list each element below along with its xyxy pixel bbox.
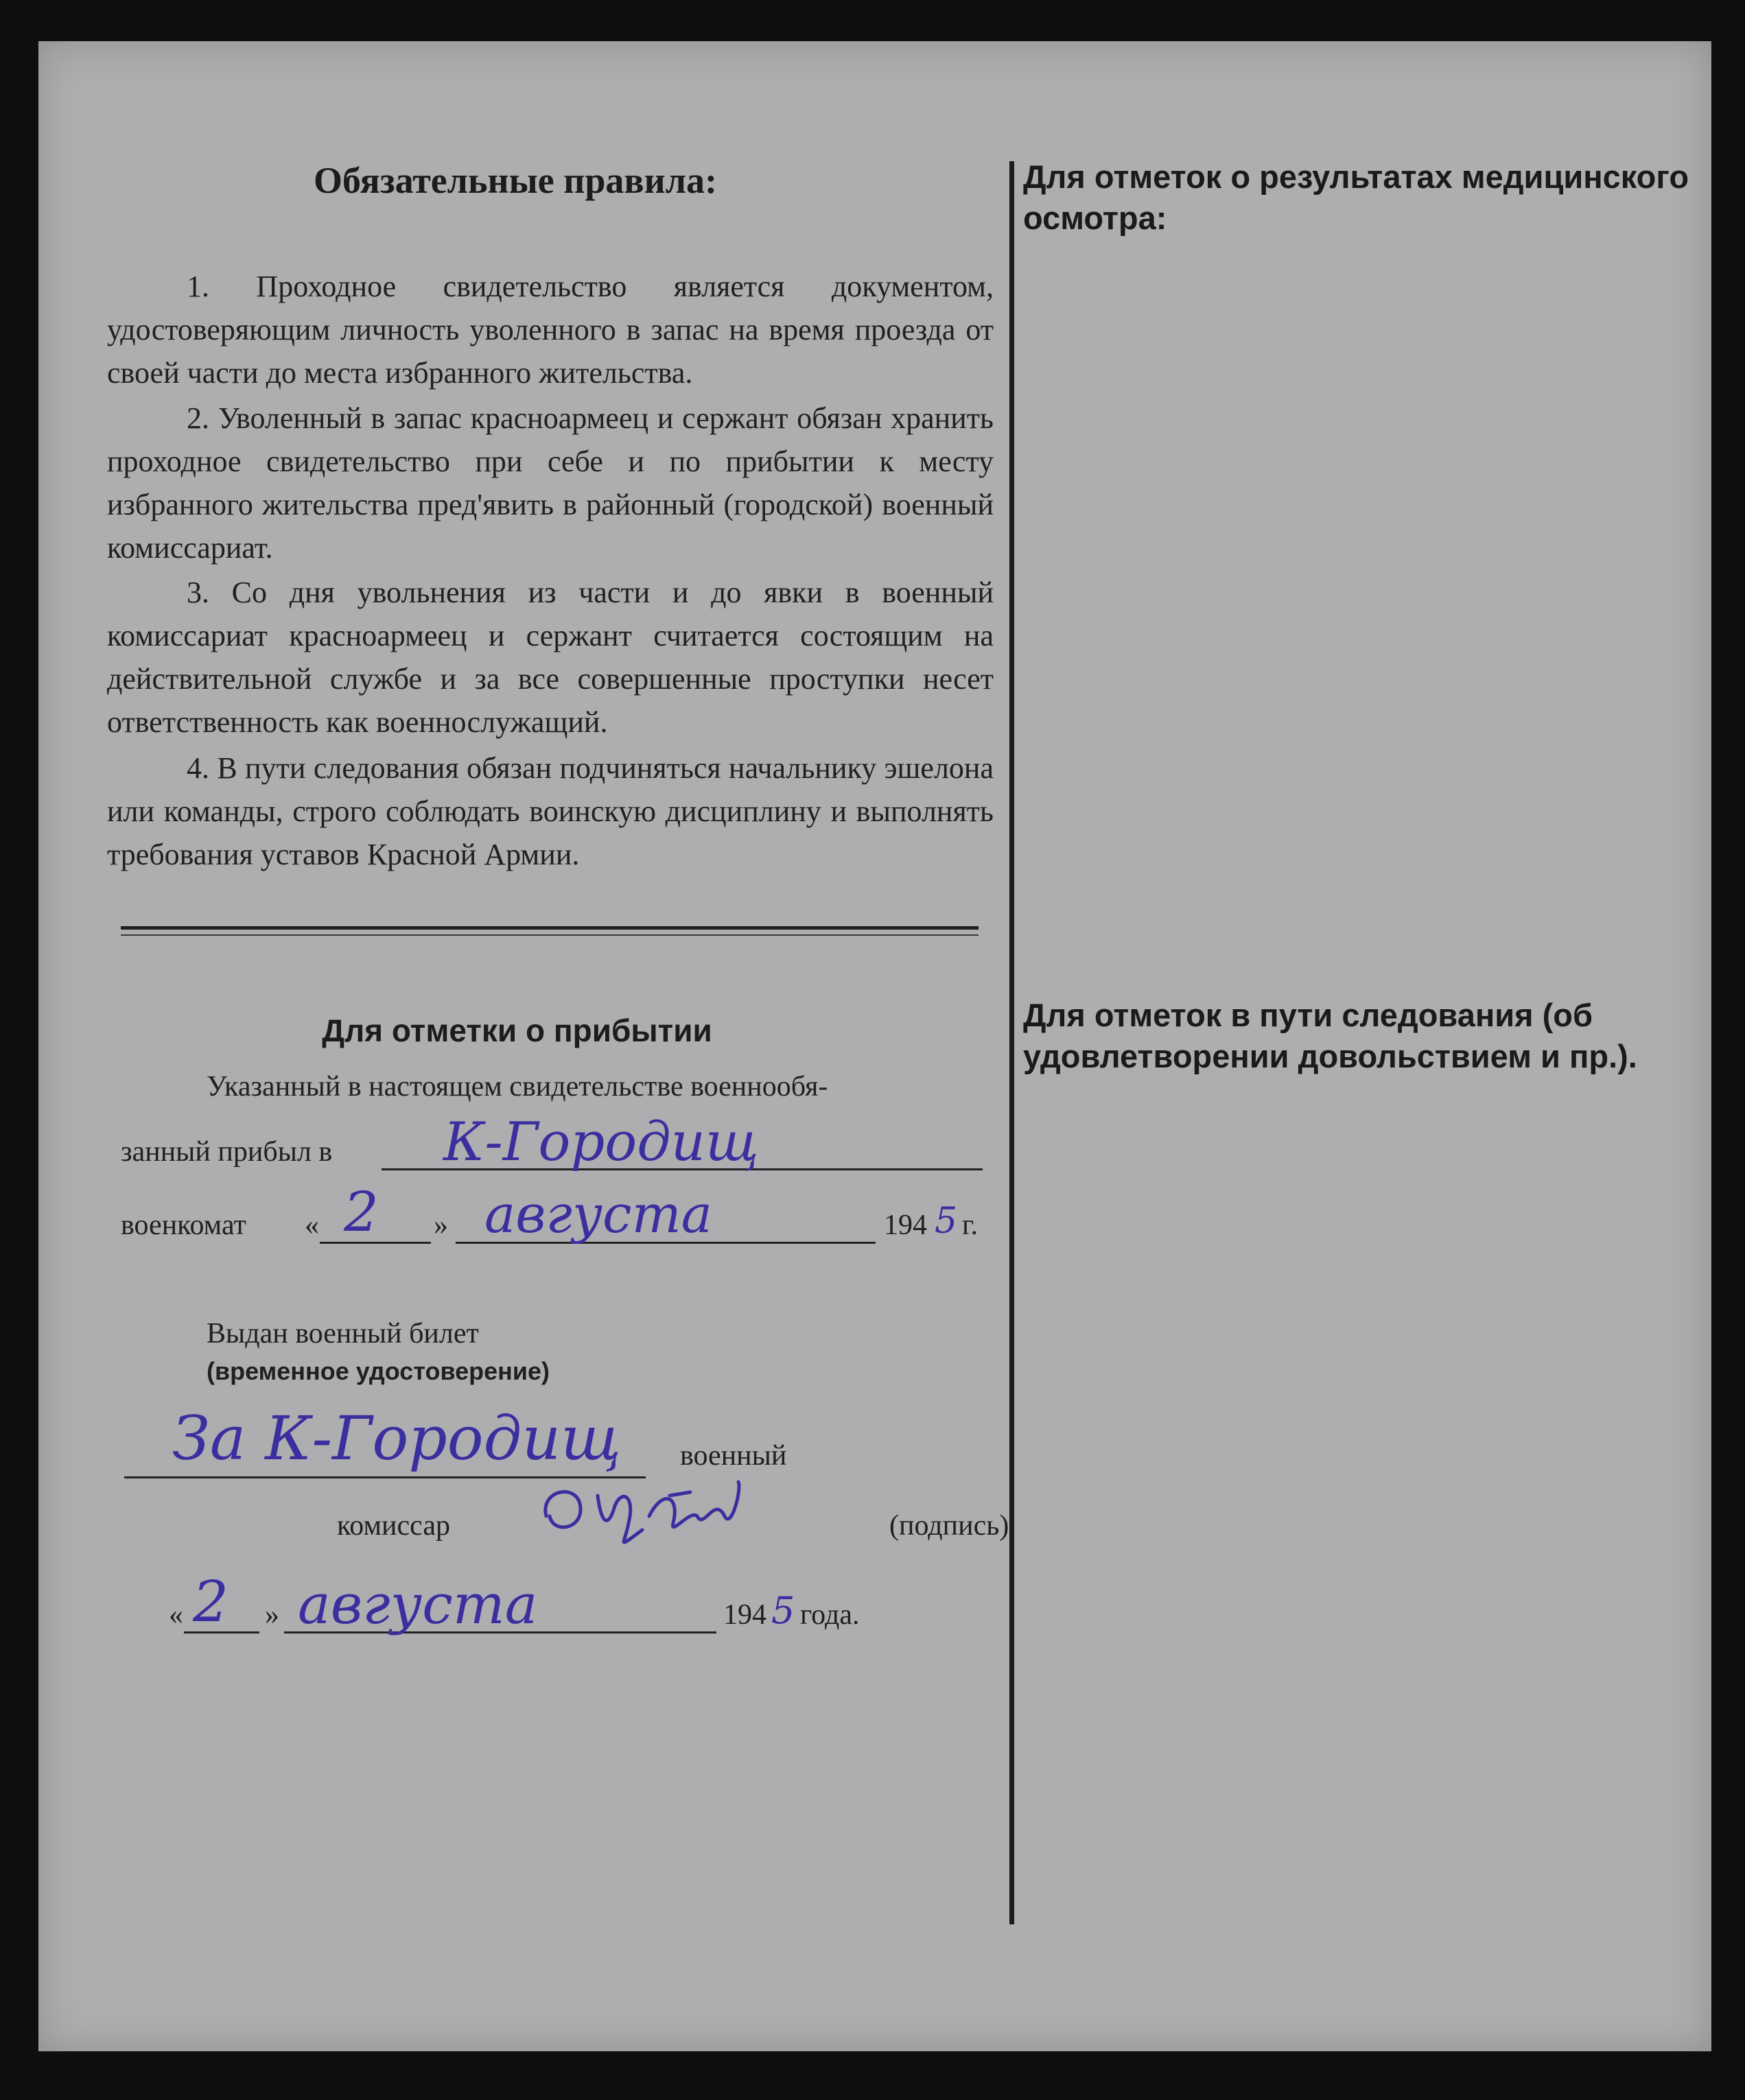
rule-1: 1. Проходное свидетельство является документом, удостоверяющим личность уволенного в запас на время проезда от своей части до места избранного жительства. [107, 270, 994, 390]
year-suffix-1: г. [962, 1210, 978, 1241]
section-divider-thin [121, 934, 979, 936]
column-divider [1009, 161, 1014, 1924]
voenkomat-label: военкомат [121, 1210, 246, 1241]
commissar-place-handwritten: За К-Городищ [172, 1403, 622, 1474]
quote-open-2: « [169, 1599, 183, 1631]
signature-label: (подпись) [889, 1510, 1009, 1542]
quote-close-2: » [265, 1599, 279, 1631]
medical-exam-heading: Для отметок о результатах медицинского осмотра: [1023, 158, 1689, 236]
arrived-at-label: занный прибыл в [121, 1136, 333, 1168]
year-digit-handwritten-2: 5 [771, 1589, 795, 1632]
year-prefix-2: 194 [723, 1599, 766, 1631]
rule-4: 4. В пути следования обязан подчиняться начальнику эшелона или команды, строго соблюдать воинскую дисциплину и выполнять требования уставов Красной Армии. [107, 751, 994, 871]
route-notes-heading: Для отметок в пути следования (об удовлетворении довольствием и пр.). [1023, 997, 1637, 1074]
rule-2: 2. Уволенный в запас красноармеец и сержант обязан хранить проходное свидетельство при себе и по прибытии к месту избранного жительства пред'явить в районный (городской) военный комиссариат. [107, 401, 994, 565]
section-divider [121, 926, 979, 930]
ticket-issued-label: Выдан военный билет [207, 1318, 479, 1349]
document-sheet [38, 41, 1711, 2051]
day-handwritten-2: 2 [193, 1570, 229, 1635]
military-label: военный [680, 1440, 787, 1472]
arrival-text-line1: Указанный в настоящем свидетельстве военнообя- [207, 1071, 828, 1102]
signature-icon [532, 1468, 793, 1557]
commissar-label: комиссар [337, 1510, 450, 1542]
month-handwritten-1: августа [484, 1183, 712, 1244]
year-digit-handwritten-1: 5 [935, 1201, 958, 1242]
day-handwritten-1: 2 [344, 1180, 379, 1244]
rule-3: 3. Со дня увольнения из части и до явки в военный комиссариат красноармеец и сержант считается состоящим на действительной службе и за все совершенные проступки несет ответственность как военнослужащий. [107, 576, 994, 739]
quote-close-1: » [434, 1210, 448, 1241]
quote-open-1: « [305, 1210, 319, 1241]
arrival-title: Для отметки о прибытии [322, 1013, 712, 1048]
temporary-id-label: (временное удостоверение) [207, 1357, 550, 1385]
year-suffix-2: года. [800, 1599, 860, 1631]
rules-title: Обязательные правила: [314, 160, 717, 201]
month-handwritten-2: августа [298, 1572, 538, 1636]
year-prefix-1: 194 [884, 1210, 927, 1241]
arrived-place-handwritten: К-Городищ [443, 1111, 759, 1173]
